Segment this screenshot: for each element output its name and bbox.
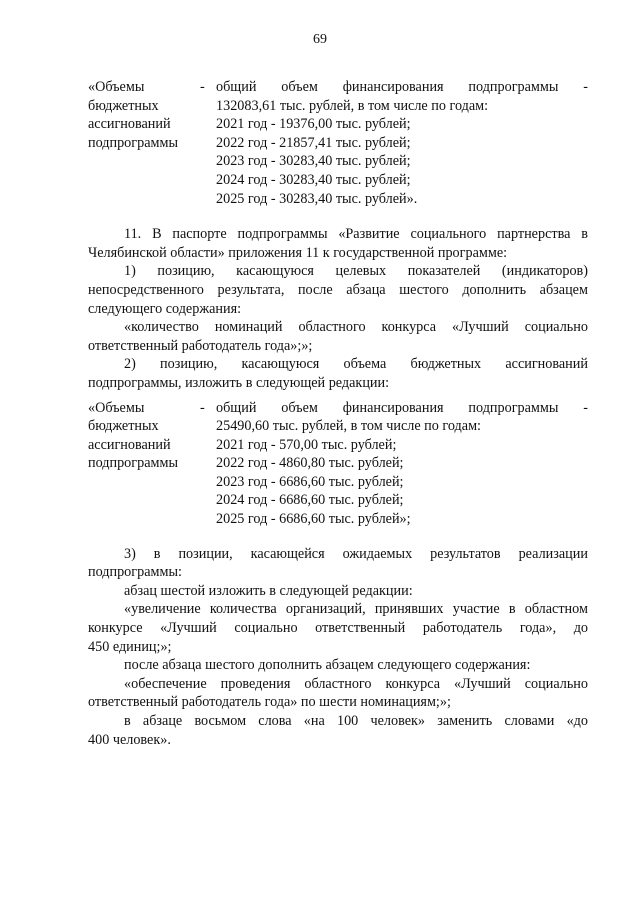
word: принявших <box>374 601 444 618</box>
table-value-line: 2023 год - 6686,60 тыс. рублей; <box>216 473 404 490</box>
word: показателей <box>407 263 481 280</box>
word: участие <box>452 601 500 618</box>
word: «Развитие <box>338 226 400 243</box>
word: человек» <box>370 713 425 729</box>
word: финансирования <box>342 399 444 416</box>
word: проведения <box>220 675 291 692</box>
justified-line <box>88 225 588 244</box>
text-line: абзац шестой изложить в следующей редакции: <box>124 582 413 599</box>
word: - <box>583 399 588 416</box>
table-label-line: ассигнований <box>88 436 171 453</box>
table-dash: - <box>200 79 205 95</box>
table-value-line: 2024 год - 30283,40 тыс. рублей; <box>216 171 411 188</box>
word: абзацем <box>539 281 588 298</box>
budget-table-original <box>88 78 588 208</box>
justified-line <box>88 545 588 564</box>
table-value-line: 2022 год - 21857,41 тыс. рублей; <box>216 134 411 151</box>
text-line: после абзаца шестого дополнить абзацем следующего содержания: <box>124 657 531 674</box>
text-line: ответственный работодатель года» по шести номинациям;»; <box>88 694 451 711</box>
word: восьмом <box>194 713 247 729</box>
table-label-line: «Объемы <box>88 79 145 95</box>
word: позицию, <box>157 263 215 280</box>
word: «до <box>566 713 588 729</box>
word: касающуюся <box>241 356 320 373</box>
word: в <box>581 226 588 243</box>
text-line: Челябинской области» приложения 11 к государственной программе: <box>88 244 508 261</box>
word: количества <box>209 601 277 618</box>
word: в <box>124 713 131 729</box>
word: конкурсе <box>88 620 143 637</box>
word: работодатель <box>422 620 503 637</box>
word: 100 <box>336 713 359 729</box>
word: социально <box>524 319 588 336</box>
word: реализации <box>518 545 588 562</box>
word: подпрограммы <box>468 399 559 416</box>
word: в <box>508 601 516 618</box>
table-label-column <box>88 399 200 529</box>
word: В <box>152 226 162 243</box>
word: областного <box>304 675 372 692</box>
justified-line <box>88 675 588 694</box>
word: социально <box>524 675 588 692</box>
word: до <box>573 620 588 637</box>
word: года», <box>519 620 557 637</box>
word: после <box>297 281 333 298</box>
word: результатов <box>430 545 501 562</box>
word: объем <box>281 399 318 416</box>
word: 1) <box>124 263 136 280</box>
table-label-line: «Объемы <box>88 399 145 416</box>
word: дополнить <box>462 281 527 298</box>
word: областного <box>298 319 366 336</box>
word: позиции, <box>178 545 233 562</box>
table-label-line: ассигнований <box>88 116 171 133</box>
word: бюджетных <box>410 356 482 373</box>
document-body <box>88 78 588 749</box>
word: 11. <box>124 226 142 243</box>
word: объема <box>343 356 387 373</box>
word: 2) <box>124 356 136 373</box>
word: шестого <box>399 281 449 298</box>
table-value-line: 25490,60 тыс. рублей, в том числе по годам: <box>216 418 481 435</box>
word: социального <box>410 226 487 243</box>
table-label-line: бюджетных <box>88 418 159 435</box>
justified-line <box>88 281 588 300</box>
word: «Лучший <box>452 319 509 336</box>
table-value-line: 132083,61 тыс. рублей, в том числе по годам: <box>216 97 489 114</box>
word: целевых <box>335 263 387 280</box>
word: организаций, <box>285 601 366 618</box>
page-number: 69 <box>313 32 327 47</box>
item-3 <box>88 545 588 750</box>
table-label-column <box>88 78 200 208</box>
word: общий <box>216 399 257 416</box>
word: абзаце <box>142 713 183 729</box>
word: социально <box>234 620 298 637</box>
word: «Лучший <box>454 675 511 692</box>
justified-line <box>88 355 588 374</box>
table-value-first-line <box>216 78 588 97</box>
word: областном <box>524 601 588 618</box>
word: финансирования <box>342 79 444 95</box>
word: 3) <box>124 545 136 562</box>
word: ответственный <box>315 620 406 637</box>
word: общий <box>216 79 257 95</box>
word: «количество <box>124 319 199 336</box>
word: абзаца <box>346 281 386 298</box>
word: касающуюся <box>236 263 314 280</box>
text-line: 400 человек». <box>88 731 171 748</box>
table-label-line: бюджетных <box>88 97 159 114</box>
table-value-line: 2021 год - 570,00 тыс. рублей; <box>216 436 397 453</box>
table-value-column <box>216 399 588 529</box>
table-value-first-line <box>216 399 588 418</box>
table-value-line: 2025 год - 6686,60 тыс. рублей»; <box>216 511 411 528</box>
word: «обеспечение <box>124 675 207 692</box>
text-line: следующего содержания: <box>88 300 242 317</box>
table-value-line: 2024 год - 6686,60 тыс. рублей; <box>216 492 404 509</box>
justified-line <box>88 262 588 281</box>
word: позицию, <box>160 356 218 373</box>
word: непосредственного <box>88 281 204 298</box>
table-value-line: 2023 год - 30283,40 тыс. рублей; <box>216 153 411 170</box>
text-line: ответственный работодатель года»;»; <box>88 337 313 354</box>
table-dash: - <box>200 399 205 416</box>
word: объем <box>281 79 318 95</box>
word: ассигнований <box>505 356 588 373</box>
word: (индикаторов) <box>501 263 588 280</box>
word: номинаций <box>214 319 283 336</box>
word: «Лучший <box>160 620 217 637</box>
table-value-line: 2021 год - 19376,00 тыс. рублей; <box>216 116 411 133</box>
text-line: подпрограммы, изложить в следующей редакции: <box>88 374 390 391</box>
word: ожидаемых <box>342 545 413 562</box>
justified-line <box>88 318 588 337</box>
word: в <box>153 545 161 562</box>
text-line: подпрограммы: <box>88 564 182 581</box>
text-line: 450 единиц;»; <box>88 638 172 655</box>
word: конкурса <box>381 319 437 336</box>
table-value-line: 2022 год - 4860,80 тыс. рублей; <box>216 455 404 472</box>
word: - <box>583 79 588 95</box>
budget-table-new <box>88 399 588 529</box>
word: «на <box>303 713 325 729</box>
table-label-line: подпрограммы <box>88 455 178 472</box>
word: словами <box>504 713 555 729</box>
word: паспорте <box>172 226 227 243</box>
word: результата, <box>217 281 285 298</box>
word: подпрограммы <box>468 79 559 95</box>
word: подпрограммы <box>237 226 328 243</box>
word: слова <box>258 713 292 729</box>
word: «увеличение <box>124 601 201 618</box>
word: касающейся <box>250 545 325 562</box>
table-value-column <box>216 78 588 208</box>
word: конкурса <box>385 675 441 692</box>
justified-line <box>88 712 588 731</box>
table-value-line: 2025 год - 30283,40 тыс. рублей». <box>216 190 418 207</box>
word: заменить <box>437 713 493 729</box>
justified-line <box>88 600 588 619</box>
justified-line <box>88 619 588 638</box>
table-label-line: подпрограммы <box>88 134 178 151</box>
paragraph-11 <box>88 225 588 392</box>
word: партнерства <box>497 226 571 243</box>
